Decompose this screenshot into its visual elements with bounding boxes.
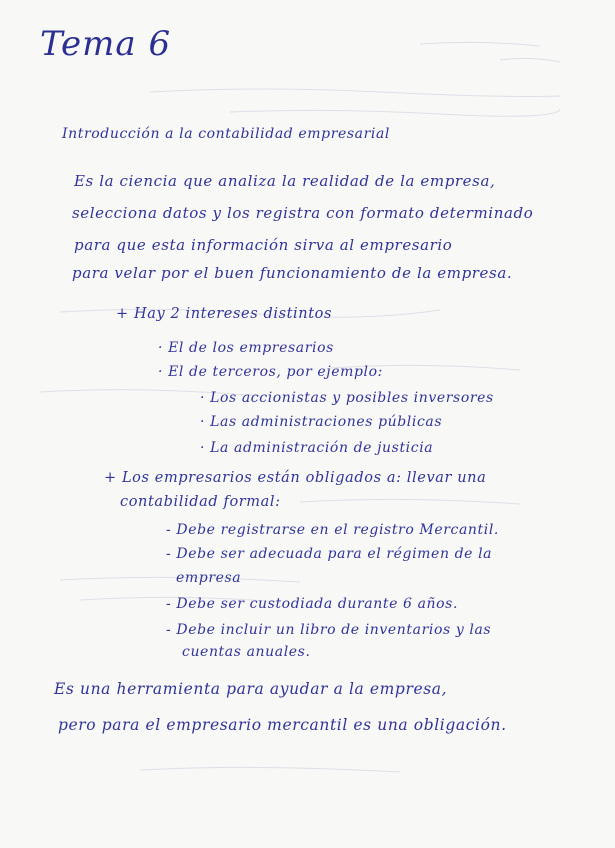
requirement-line: - Debe registrarse en el registro Mercantil. (166, 522, 499, 538)
requirement-line: cuentas anuales. (182, 644, 311, 660)
obligation-line: + Los empresarios están obligados a: llevar una (104, 470, 487, 486)
requirement-line: - Debe ser adecuada para el régimen de la (166, 546, 493, 562)
third-party-item: · La administración de justicia (200, 440, 434, 456)
page-title: Tema 6 (40, 24, 172, 64)
third-party-item: · Las administraciones públicas (200, 414, 443, 430)
section-subtitle: Introducción a la contabilidad empresarial (62, 126, 390, 142)
interest-item: · El de los empresarios (158, 340, 334, 356)
third-party-item: · Los accionistas y posibles inversores (200, 390, 494, 406)
obligation-line: contabilidad formal: (120, 494, 281, 510)
requirement-line: - Debe incluir un libro de inventarios y las (166, 622, 492, 638)
requirement-line: - Debe ser custodiada durante 6 años. (166, 596, 459, 612)
definition-line: para que esta información sirva al empresario (74, 236, 453, 254)
interests-heading: + Hay 2 intereses distintos (116, 306, 333, 322)
closing-line: Es una herramienta para ayudar a la empresa, (54, 680, 448, 698)
requirement-line: empresa (176, 570, 242, 586)
closing-line: pero para el empresario mercantil es una obligación. (58, 716, 507, 734)
definition-line: para velar por el buen funcionamiento de la empresa. (72, 264, 513, 282)
definition-line: Es la ciencia que analiza la realidad de la empresa, (74, 172, 496, 190)
definition-line: selecciona datos y los registra con formato determinado (72, 204, 534, 222)
interest-item: · El de terceros, por ejemplo: (158, 364, 383, 380)
